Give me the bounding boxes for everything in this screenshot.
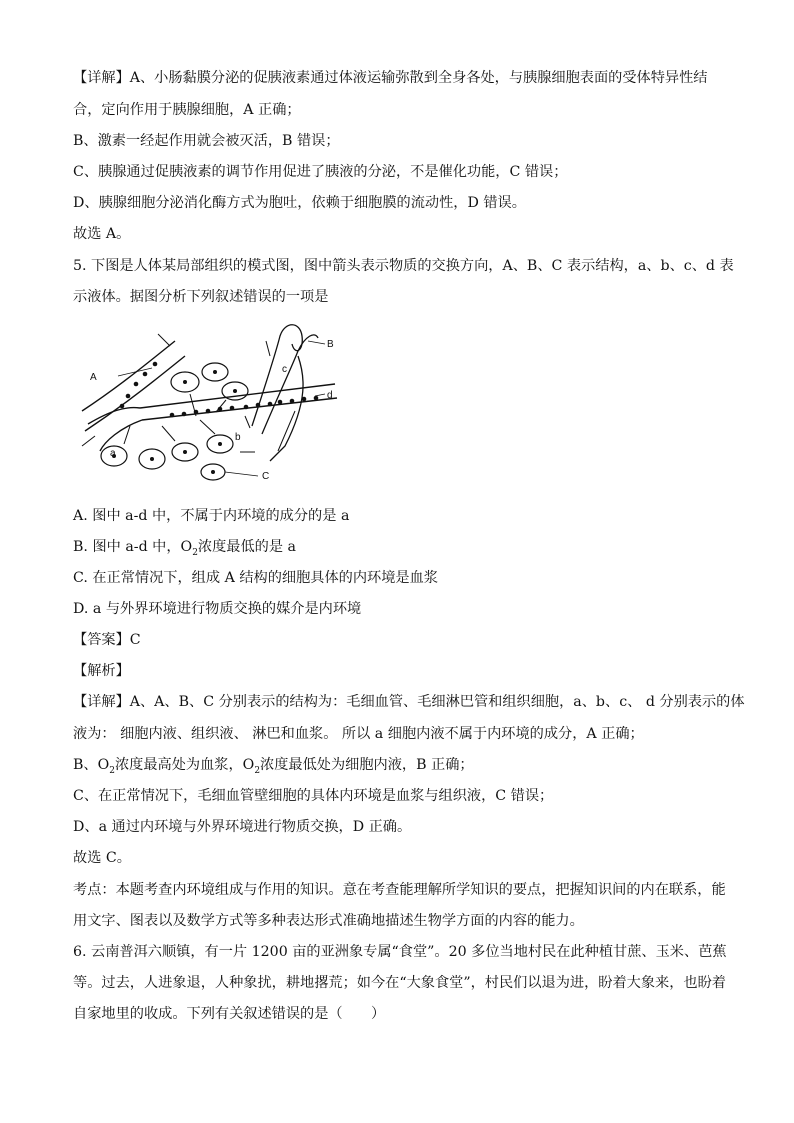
- q5-stem: 5. 下图是人体某局部组织的模式图，图中箭头表示物质的交换方向，A、B、C 表示结构，a、b、c、d 表: [73, 258, 734, 274]
- q5-conclusion: 故选 C。: [73, 850, 131, 866]
- q5-option-b: B. 图中 a-d 中，$O_2$浓度最低的是 a: [73, 539, 297, 558]
- q5-detail-line: C、在正常情况下，毛细血管壁细胞的具体内环境是血浆与组织液，C 错误；: [73, 788, 554, 804]
- q4-explanation-line: C、胰腺通过促胰液素的调节作用促进了胰液的分泌，不是催化功能，C 错误；: [73, 164, 568, 180]
- figure-label-a: a: [110, 448, 116, 459]
- figure-label-c: c: [282, 364, 287, 375]
- q5-detail-line: B、$O_2$浓度最高处为血浆，$O_2$浓度最低处为细胞内液，B 正确；: [73, 757, 474, 776]
- q5-option-c: C. 在正常情况下，组成 A 结构的细胞具体的内环境是血浆: [73, 570, 438, 586]
- q5-stem: 示液体。据图分析下列叙述错误的一项是: [73, 289, 329, 305]
- q4-explanation-line: 【详解】A、小肠黏膜分泌的促胰液素通过体液运输弥散到全身各处，与胰腺细胞表面的受体特异性结: [73, 70, 708, 86]
- q5-analysis-header: 【解析】: [73, 663, 130, 679]
- q6-stem: 6. 云南普洱六顺镇，有一片 1200 亩的亚洲象专属“食堂”。20 多位当地村民在此种植甘蔗、玉米、芭蕉: [73, 944, 727, 960]
- q4-explanation-line: D、胰腺细胞分泌消化酶方式为胞吐，依赖于细胞膜的流动性，D 错误。: [73, 195, 526, 211]
- q4-conclusion: 故选 A。: [73, 226, 131, 242]
- q5-detail-line: 液为： 细胞内液、组织液、 淋巴和血浆。 所以 a 细胞内液不属于内环境的成分，A 正确；: [73, 726, 644, 742]
- q5-detail-line: D、a 通过内环境与外界环境进行物质交换，D 正确。: [73, 819, 412, 835]
- tissue-diagram: [80, 316, 370, 486]
- lymph-capillary: [252, 325, 302, 426]
- q5-note: 考点：本题考查内环境组成与作用的知识。意在考查能理解所学知识的要点，把握知识间的内在联系，能: [73, 882, 726, 898]
- figure-label-b: b: [235, 432, 241, 443]
- figure-label-C: C: [262, 471, 270, 482]
- q5-detail-line: 【详解】A、A、B、C 分别表示的结构为：毛细血管、毛细淋巴管和组织细胞，a、b、c、 d 分别表示的体: [73, 694, 745, 710]
- q6-stem: 等。过去，人进象退，人种象扰，耕地撂荒；如今在“大象食堂”，村民们以退为进，盼着大象来，也盼着: [73, 975, 726, 991]
- q5-answer: 【答案】C: [73, 632, 141, 648]
- figure-label-B: B: [327, 339, 334, 350]
- q4-explanation-line: 合，定向作用于胰腺细胞，A 正确；: [73, 102, 301, 118]
- q4-explanation-line: B、激素一经起作用就会被灭活，B 错误；: [73, 133, 340, 149]
- capillary-wall-lower: [85, 356, 185, 431]
- tissue-cells: [101, 363, 248, 480]
- q5-option-d: D. a 与外界环境进行物质交换的媒介是内环境: [73, 601, 362, 617]
- q5-note: 用文字、图表以及数学方式等多种表达形式准确地描述生物学方面的内容的能力。: [73, 913, 584, 929]
- q5-option-a: A. 图中 a-d 中，不属于内环境的成分的是 a: [73, 508, 350, 524]
- capillary-wall: [140, 384, 335, 408]
- figure-label-A: A: [90, 372, 97, 383]
- q6-stem: 自家地里的收成。下列有关叙述错误的是（ ）: [73, 1006, 386, 1022]
- figure-label-d: d: [327, 390, 333, 401]
